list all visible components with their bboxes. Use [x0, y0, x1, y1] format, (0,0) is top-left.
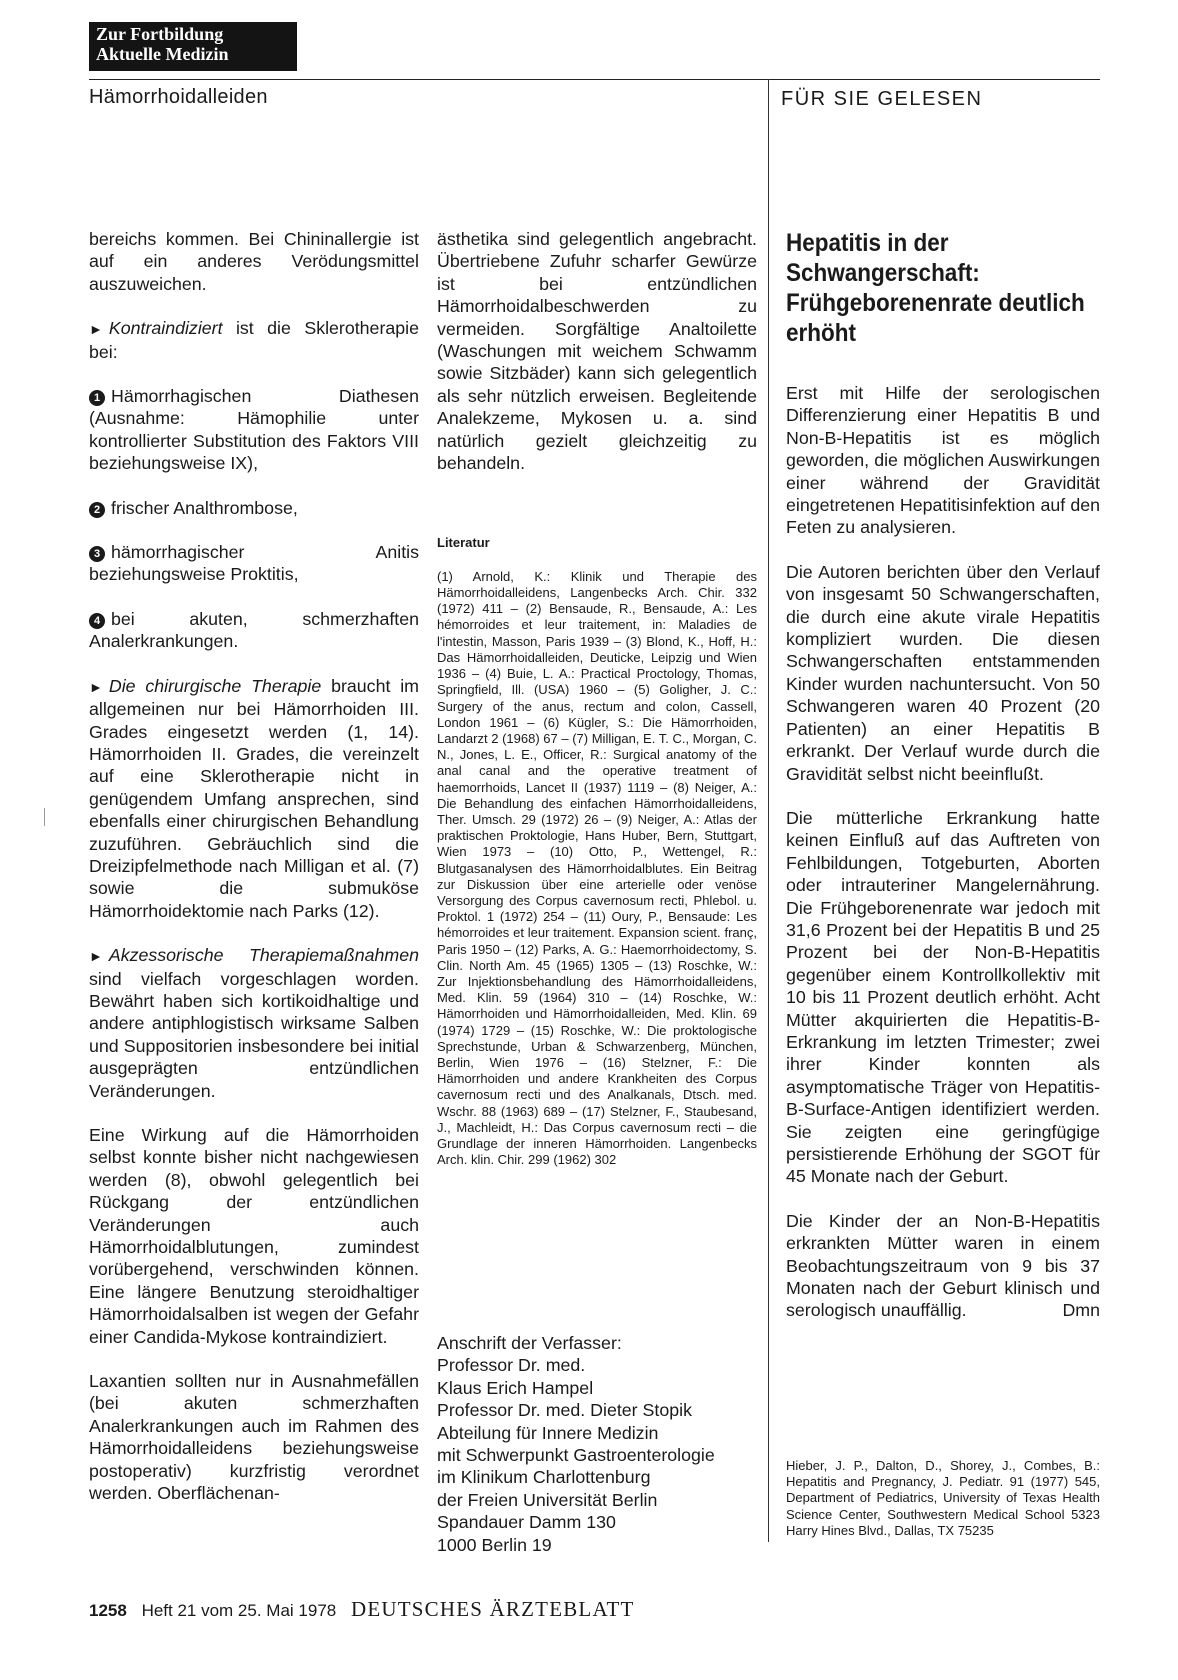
address-line: Anschrift der Verfasser:	[437, 1333, 622, 1353]
source-reference: Hieber, J. P., Dalton, D., Shorey, J., Combes, B.: Hepatitis and Pregnancy, J. Pediatr. 91 (1977) 545, Department of Pediatrics, University of Texas Health Science Center, Southwestern Medical School 5323 Harry Hines Blvd., Dallas, TX 75235	[786, 1458, 1100, 1538]
section-tag	[89, 22, 297, 71]
section-title-left: Hämorrhoidalleiden	[89, 86, 268, 108]
address-line: Professor Dr. med. Dieter Stopik	[437, 1400, 692, 1421]
paragraph: Laxantien sollten nur in Ausnahmefällen (bei akuten schmerzhaften Analerkrankungen auch im Rahmen des Hämorrhoidalleidens beziehungsweise postoperativ) kurzfristig verordnet werden. Oberflächenan-	[89, 1371, 419, 1504]
paragraph-surgery	[89, 675, 419, 922]
address-line: Abteilung für Innere Medizin	[437, 1422, 659, 1443]
paragraph: Erst mit Hilfe der serologischen Differenzierung einer Hepatitis B und Non-B-Hepatitis ist es möglich geworden, die möglichen Auswirkungen einer während der Gravidität eingetretenen Hepatitisinfektion auf den Feten zu analysieren.	[786, 383, 1100, 538]
paragraph-text: ist die Sklerotherapie bei:	[89, 318, 419, 362]
address-line: mit Schwerpunkt Gastroenterologie	[437, 1445, 715, 1466]
emphasis: Die chirurgische Therapie	[108, 675, 322, 696]
paragraph: Eine Wirkung auf die Hämorrhoiden selbst konnte bisher nicht nachgewiesen werden (8), obwohl gelegentlich bei Rückgang der entzündlichen Veränderungen auch Hämorrhoidalblutungen, zumindest vorübergehend, verschwinden können. Eine längere Benutzung steroidhaltiger Hämorrhoidalsalben ist wegen der Gefahr einer Candida-Mykose kontraindiziert.	[89, 1125, 419, 1347]
list-item-text: frischer Analthrombose,	[111, 497, 298, 518]
number-badge-icon: 2	[89, 502, 105, 518]
column-divider	[768, 79, 769, 1542]
paragraph: ästhetika sind gelegentlich angebracht. Übertriebene Zufuhr scharfer Gewürze ist bei entzündlichen Hämorrhoidalbeschwerden zu vermeiden. Sorgfältige Analtoilette (Waschungen mit weichem Schwamm sowie Sitzbäder) kann sich gelegentlich als sehr nützlich erweisen. Begleitende Analekzeme, Mykosen u. a. sind natürlich gezielt gleichzeitig zu behandeln.	[437, 229, 757, 474]
paragraph	[786, 1210, 1100, 1322]
paragraph: Die mütterliche Erkrankung hatte keinen Einfluß auf das Auftreten von Fehlbildungen, Totgeburten, Aborten oder intrauteriner Mangelernährung. Die Frühgeborenenrate war jedoch mit 31,6 Prozent bei der Hepatitis B und 25 Prozent bei der Non-B-Hepatitis gegenüber einem Kontrollkollektiv mit 10 bis 11 Prozent deutlich erhöht. Acht Mütter akquirierten die Hepatitis-B-Erkrankung im letzten Trimester; zwei ihrer Kinder konnten als asymptomatische Träger von Hepatitis-B-Surface-Antigen identifiziert werden. Sie zeigten eine geringfügige persistierende Erhöhung der SGOT für 45 Monate nach der Geburt.	[786, 807, 1100, 1187]
paragraph: Die Autoren berichten über den Verlauf von insgesamt 50 Schwangerschaften, die durch eine akute virale Hepatitis kompliziert wurden. Die diesen Schwangerschaften entstammenden Kinder wurden nachuntersucht. Von 50 Schwangeren waren 40 Prozent (20 Patienten) an einer Hepatitis B erkrankt. Der Verlauf wurde durch die Gravidität selbst nicht beeinflußt.	[786, 561, 1100, 784]
column-left	[89, 228, 419, 1527]
section-title-right: FÜR SIE GELESEN	[781, 88, 983, 110]
page-footer	[89, 1597, 635, 1622]
literature-list: (1) Arnold, K.: Klinik und Therapie des Hämorrhoidalleidens, Langenbecks Arch. Chir. 332 (1972) 411 – (2) Bensaude, R., Bensaude, A.: Les hémorroides et leur traitement, in: Maladies de l'intestin, Masson, Paris 1939 – (3) Blond, K., Hoff, H.: Das Hämorrhoidalleiden, Deuticke, Leipzig und Wien 1936 – (4) Buie, L. A.: Practical Proctology, Thomas, Springfield, Ill. (USA) 1960 – (5) Goligher, J. C.: Surgery of the anus, rectum and colon, Cassell, London 1961 – (6) Kügler, S.: Die Hämorrhoiden, Landarzt 2 (1968) 67 – (7) Milligan, E. T. C., Morgan, C. N., Jones, L. E., Officer, R.: Surgical anatomy of the anal canal and the operative treatment of haemorrhoids, Lancet II (1937) 1119 – (8) Neiger, A.: Die Behandlung des einfachen Hämorrhoidalleidens, Ther. Umsch. 29 (1972) 26 – (9) Neiger, A.: Atlas der praktischen Proktologie, Hans Huber, Bern, Stuttgart, Wien 1973 – (10) Otto, P., Wettengel, R.: Blutgasanalysen des Hämorrhoidalblutes. Ein Beitrag zur Diskussion über eine arterielle oder venöse Versorgung des Corpus cavernosum recti, Phlebol. u. Proktol. 1 (1972) 254 – (11) Oury, P., Bensaude: Les hémorroides et leur traitement. Expansion scient. franç, Paris 1950 – (12) Parks, A. G.: Haemorrhoidectomy, S. Clin. North Am. 45 (1965) 1305 – (13) Roschke, W.: Zur Injektionsbehandlung des Hämorrhoidalleidens, Med. Klin. 59 (1964) 310 – (14) Roschke, W.: Hämorrhoiden und Hämorrhoidalleiden, Med. Klin. 69 (1974) 1729 – (15) Roschke, W.: Die proktologische Sprechstunde, Urban & Schwarzenberg, München, Berlin, Wien 1976 – (16) Stelzner, F.: Die Hämorrhoiden und andere Krankheiten des Corpus cavernosum recti und des Analkanals, Dtsch. med. Wschr. 88 (1963) 689 – (17) Stelzner, F., Staubesand, J., Machleidt, H.: Das Corpus cavernosum recti – die Grundlage der inneren Hämorrhoiden. Langenbecks Arch. klin. Chir. 299 (1962) 302	[437, 568, 757, 1168]
list-item-text: Hämorrhagischen Diathesen (Ausnahme: Hämophilie unter kontrollierter Substitution des Faktors VIII beziehungsweise IX),	[89, 386, 419, 474]
paragraph-contraindications	[89, 317, 419, 363]
list-item-text: bei akuten, schmerzhaften Analerkrankungen.	[89, 608, 419, 652]
address-line: Klaus Erich Hampel	[437, 1377, 594, 1398]
list-item	[89, 497, 419, 519]
list-item	[89, 385, 419, 475]
list-item-text: hämorrhagischer Anitis beziehungsweise Proktitis,	[89, 542, 419, 585]
number-badge-icon: 1	[89, 390, 105, 406]
arrow-icon: ►	[89, 948, 103, 965]
scan-mark	[44, 808, 45, 826]
paragraph-text: braucht im allgemeinen nur bei Hämorrhoiden III. Grades eingesetzt werden (1, 14). Hämorrhoiden II. Grades, die vereinzelt auf eine Sklerotherapie nicht in genügendem Umfang ansprechen, sind ebenfalls einer chirurgischen Behandlung zuzuführen. Gebräuchlich sind die Dreizipfelmethode nach Milligan et al. (7) sowie die submuköse Hämorrhoidektomie nach Parks (12).	[89, 675, 419, 921]
arrow-icon: ►	[89, 321, 103, 338]
emphasis: Akzessorische Therapiemaßnahmen	[108, 945, 419, 966]
section-tag-line2: Aktuelle Medizin	[96, 44, 229, 64]
paragraph-accessory	[89, 944, 419, 1102]
article-headline: Hepatitis in der Schwangerschaft: Frühgeborenenrate deutlich erhöht	[786, 229, 1085, 347]
emphasis: Kontraindiziert	[108, 318, 223, 339]
literature-heading: Literatur	[437, 535, 490, 551]
journal-name: DEUTSCHES ÄRZTEBLATT	[350, 1597, 635, 1621]
issue-info: Heft 21 vom 25. Mai 1978	[141, 1601, 337, 1620]
number-badge-icon: 3	[89, 546, 105, 562]
top-rule	[89, 79, 1100, 80]
section-tag-line1: Zur Fortbildung	[96, 24, 224, 44]
list-item	[89, 541, 419, 586]
arrow-icon: ►	[89, 678, 103, 695]
number-badge-icon: 4	[89, 613, 105, 629]
address-line: der Freien Universität Berlin	[437, 1489, 658, 1510]
column-right	[786, 228, 1100, 1344]
paragraph: bereichs kommen. Bei Chininallergie ist auf ein anderes Verödungsmittel auszuweichen.	[89, 229, 419, 294]
list-item	[89, 608, 419, 653]
page-number: 1258	[89, 1601, 127, 1620]
address-line: im Klinikum Charlottenburg	[437, 1467, 651, 1488]
column-middle	[437, 228, 757, 1168]
address-line: Professor Dr. med.	[437, 1355, 586, 1376]
author-initials: Dmn	[1062, 1300, 1100, 1321]
author-address	[437, 1332, 715, 1556]
address-line: Spandauer Damm 130	[437, 1512, 616, 1533]
address-line: 1000 Berlin 19	[437, 1534, 552, 1555]
paragraph-text: sind vielfach vorgeschlagen worden. Bewährt haben sich kortikoidhaltige und andere antiphlogistisch wirksame Salben und Suppositorien insbesondere bei initial ausgeprägten entzündlichen Veränderungen.	[89, 968, 419, 1101]
paragraph-text: Die Kinder der an Non-B-Hepatitis erkrankten Mütter waren in einem Beobachtungszeitraum von 9 bis 37 Monaten nach der Geburt klinisch und serologisch unauffällig.	[786, 1210, 1100, 1321]
